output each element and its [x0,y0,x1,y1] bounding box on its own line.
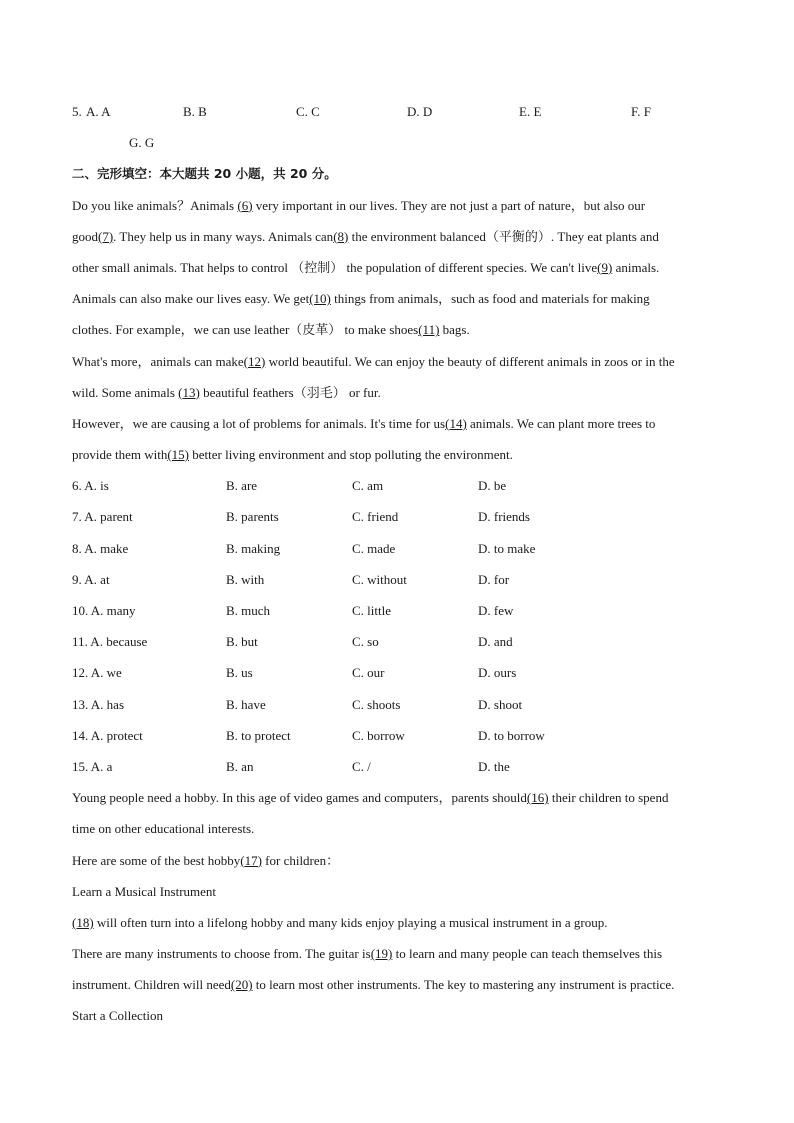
option-b: B. parents [226,509,279,525]
text-run: time on other educational interests. [72,821,255,837]
question-list-animals [72,470,732,782]
option-c: C. borrow [352,727,405,743]
text-run: for children： [261,852,340,868]
option-b: B. with [226,571,265,587]
blank-8: (8) [333,228,349,244]
text-run: Here are some of the best hobby [72,852,241,868]
option-d: D. shoot [478,696,523,712]
text-run: to learn most other instruments. The key to mastering any instrument is practice. [252,977,675,993]
question-row [72,564,732,595]
option-d: D. few [478,603,514,618]
text-run: clothes. For example，we can use leather（皮革） to make shoes [72,322,419,338]
text-run: Young people need a hobby. In this age of video games and computers，parents should [72,790,527,806]
text-run: instrument. Children will need [72,977,231,993]
q5-option-d: D. D [407,104,433,119]
option-a: 14. A. protect [72,727,143,743]
q5-options-row-2 [72,127,732,158]
option-d: D. ours [478,665,517,681]
q5-option-g: G. G [129,135,155,151]
option-b: B. to protect [226,727,291,743]
blank-12: (12) [243,353,266,369]
option-d: D. and [478,634,513,650]
option-b: B. making [226,540,281,556]
blank-14: (14) [445,415,467,431]
passage-line [72,938,732,969]
option-b: B. an [226,758,254,774]
blank-17: (17) [240,852,262,868]
option-c: C. shoots [352,696,401,712]
q5-option-c: C. C [296,104,320,119]
option-b: B. have [226,696,266,712]
option-b: B. much [226,603,271,618]
option-c: C. am [352,478,384,494]
passage-line [72,782,732,813]
blank-20: (20) [230,977,253,993]
blank-16: (16) [526,790,549,806]
blank-9: (9) [597,259,613,275]
text-run: wild. Some animals [72,384,179,400]
blank-6: (6) [237,197,253,213]
option-d: D. be [478,478,507,494]
option-a: 8. A. make [72,540,129,556]
option-a: 13. A. has [72,696,124,712]
question-row [72,751,732,782]
option-c: C. our [352,665,385,681]
passage-line [72,813,732,844]
text-run: However，we are causing a lot of problems for animals. It's time for us [72,415,446,431]
text-run: Animals can also make our lives easy. We get [72,291,310,307]
option-a: 7. A. parent [72,509,133,525]
question-row [72,501,732,532]
blank-10: (10) [309,291,331,307]
option-a: 15. A. a [72,758,113,774]
passage-animals [72,190,732,471]
question-row [72,626,732,657]
text-run: Learn a Musical Instrument [72,883,217,899]
passage-hobby [72,782,732,1032]
text-run: other small animals. That helps to control （控制） the population of different species. We can't live [72,259,598,275]
blank-19: (19) [370,946,393,962]
passage-line [72,252,732,283]
text-run: will often turn into a lifelong hobby and many kids enjoy playing a musical instrument in a group. [93,914,608,930]
text-run: to learn and many people can teach themselves this [392,946,663,962]
text-run: What's more，animals can make [72,353,244,369]
text-run: good [72,228,98,244]
text-run: provide them with [72,447,168,463]
text-run: . They help us in many ways. Animals can [113,228,334,244]
passage-line [72,377,732,408]
text-run: animals. We can plant more trees to [466,415,656,431]
q5-number: 5. [72,104,82,119]
option-b: B. but [226,634,258,650]
text-run: There are many instruments to choose from. The guitar is [72,946,371,962]
passage-line [72,845,732,876]
passage-line [72,876,732,907]
q5-options-row-1 [72,96,732,127]
q5-option-f: F. F [631,104,651,119]
question-row [72,470,732,501]
option-a: 11. A. because [72,634,148,650]
text-run: things from animals，such as food and materials for making [330,291,650,307]
exam-page [72,96,732,1032]
option-c: C. little [352,603,391,618]
section-title: 二、完形填空：本大题共 20 小题，共 20 分。 [72,166,337,182]
option-b: B. are [226,478,258,494]
option-c: C. made [352,540,396,556]
text-run: world beautiful. We can enjoy the beauty of different animals in zoos or in the [265,353,675,369]
passage-line [72,283,732,314]
text-run: their children to spend [548,790,669,806]
option-a: 9. A. at [72,571,110,587]
option-a: 10. A. many [72,603,136,618]
passage-line [72,969,732,1000]
question-row [72,657,732,688]
text-run: very important in our lives. They are not just a part of nature，but also our [252,197,646,213]
passage-line [72,346,732,377]
text-run: animals. [612,259,660,275]
option-c: C. / [352,758,371,774]
option-d: D. to borrow [478,727,545,743]
question-row [72,595,732,626]
q5-option-a: A. A [86,104,111,119]
option-c: C. without [352,571,407,587]
question-row [72,689,732,720]
text-run: better living environment and stop polluting the environment. [189,447,513,463]
passage-line [72,408,732,439]
option-c: C. friend [352,509,399,525]
text-run: Do you like animals？Animals [72,197,238,213]
q5-option-e: E. E [519,104,542,119]
blank-7: (7) [98,228,114,244]
option-d: D. friends [478,509,530,525]
blank-18: (18) [72,914,94,930]
passage-line [72,314,732,345]
option-c: C. so [352,634,379,650]
passage-line [72,439,732,470]
passage-line [72,907,732,938]
question-row [72,533,732,564]
q5-option-b: B. B [183,104,207,119]
text-run: bags. [439,322,470,338]
question-row [72,720,732,751]
option-b: B. us [226,665,253,681]
option-a: 12. A. we [72,665,122,681]
blank-15: (15) [167,447,189,463]
option-d: D. for [478,571,510,587]
blank-13: (13) [178,384,200,400]
option-d: D. the [478,758,510,774]
passage-line [72,221,732,252]
text-run: the environment balanced（平衡的）. They eat plants and [348,228,659,244]
option-d: D. to make [478,540,536,556]
text-run: beautiful feathers（羽毛） or fur. [199,384,381,400]
blank-11: (11) [418,322,440,338]
passage-line [72,1000,732,1031]
text-run: Start a Collection [72,1008,163,1024]
option-a: 6. A. is [72,478,109,494]
passage-line [72,190,732,221]
